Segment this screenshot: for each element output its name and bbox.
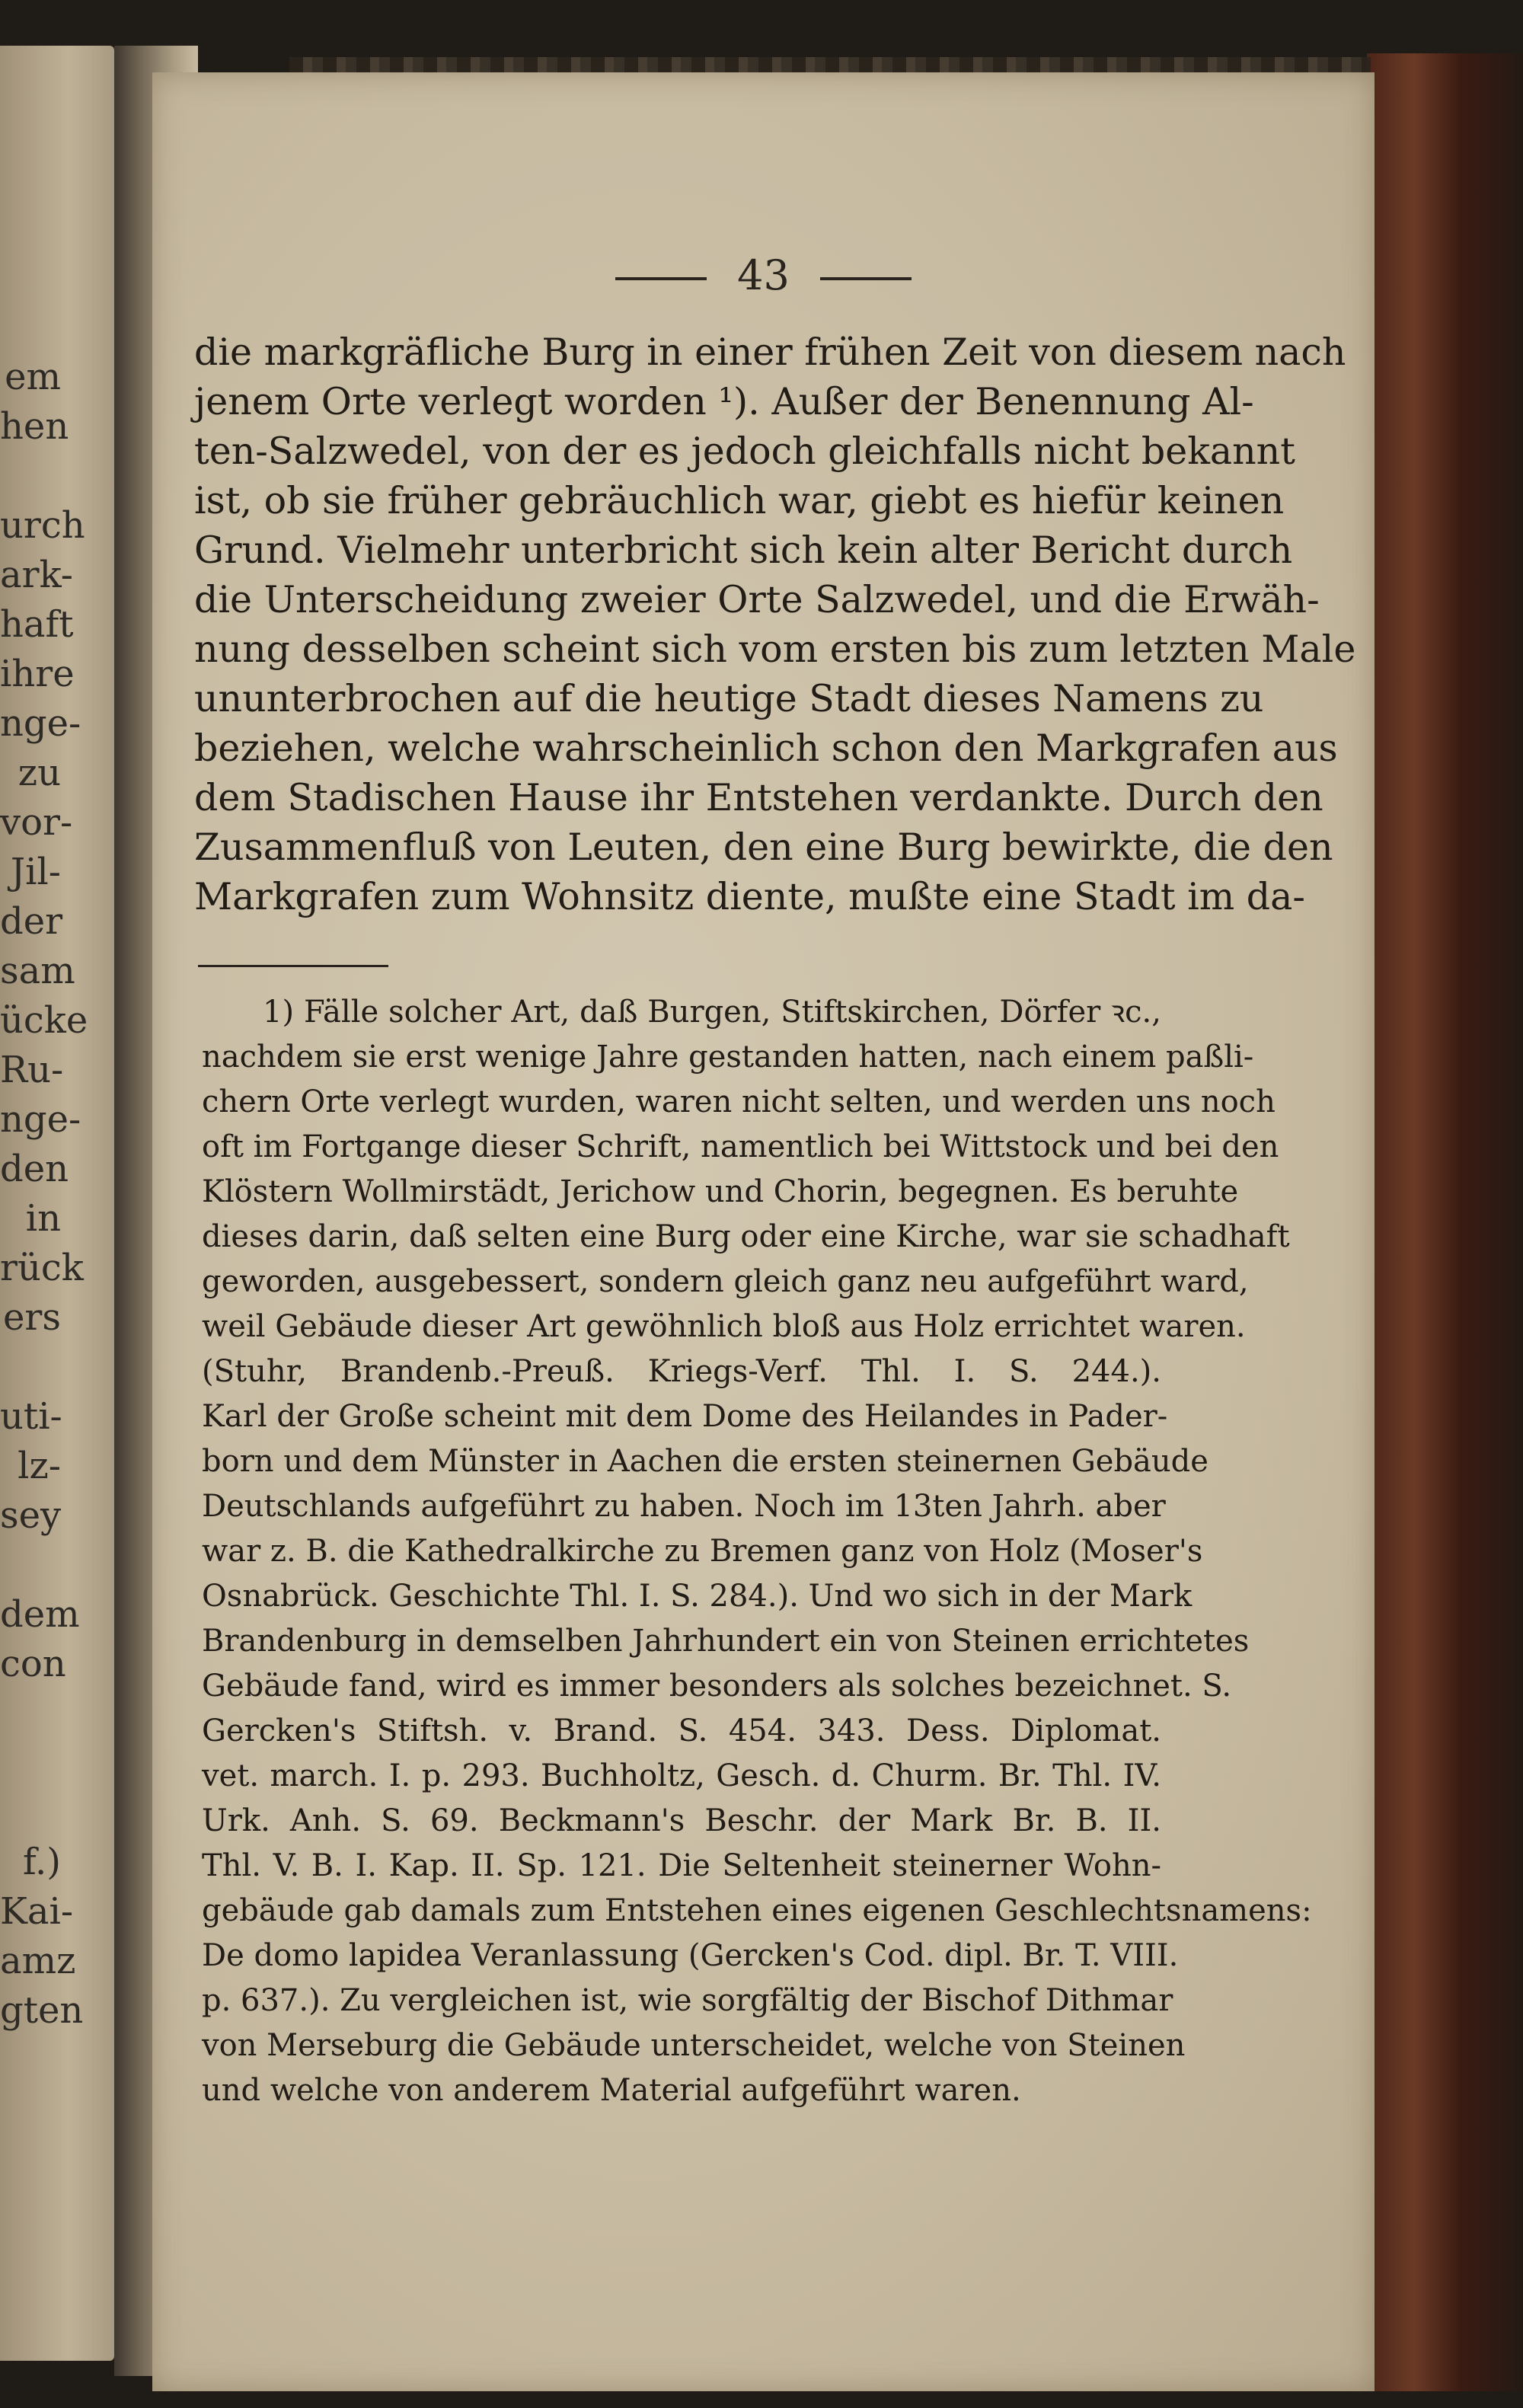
left-fragment: Jil-	[10, 851, 61, 893]
left-page-edge	[0, 46, 114, 2361]
left-fragment: sey	[0, 1494, 62, 1537]
left-fragment: vor-	[0, 801, 73, 844]
text-line: ist, ob sie früher gebräuchlich war, giebt es hiefür keinen	[194, 479, 1285, 522]
left-fragment: lz-	[18, 1445, 61, 1487]
text-line: Markgrafen zum Wohnsitz diente, mußte eine Stadt im da-	[194, 875, 1305, 918]
footnote-line: p. 637.). Zu vergleichen ist, wie sorgfältig der Bischof Dithmar	[202, 1983, 1173, 2018]
text-line: beziehen, welche wahrscheinlich schon den Markgrafen aus	[194, 727, 1338, 770]
footnote-line: geworden, ausgebessert, sondern gleich ganz neu aufgeführt ward,	[202, 1264, 1249, 1299]
footnote-line: Klöstern Wollmirstädt, Jerichow und Chorin, begegnen. Es beruhte	[202, 1174, 1239, 1209]
text-line: ununterbrochen auf die heutige Stadt dieses Namens zu	[194, 677, 1264, 720]
left-fragment: in	[25, 1197, 61, 1240]
footnote-line: und welche von anderem Material aufgeführt waren.	[202, 2073, 1021, 2108]
footnote-line: Osnabrück. Geschichte Thl. I. S. 284.). Und wo sich in der Mark	[202, 1579, 1193, 1614]
footnote-line: Karl der Große scheint mit dem Dome des Heilandes in Pader-	[202, 1399, 1168, 1434]
footnote-line: oft im Fortgange dieser Schrift, namentlich bei Wittstock und bei den	[202, 1129, 1279, 1164]
footnote-line: born und dem Münster in Aachen die ersten steinernen Gebäude	[202, 1444, 1209, 1479]
footnote-line: (Stuhr, Brandenb.-Preuß. Kriegs-Verf. Thl. I. S. 244.).	[202, 1354, 1161, 1389]
left-fragment: uti-	[0, 1395, 62, 1438]
left-fragment: nge-	[0, 702, 81, 745]
main-text	[194, 327, 1356, 921]
footnote-line: Deutschlands aufgeführt zu haben. Noch im 13ten Jahrh. aber	[202, 1489, 1166, 1524]
left-fragment: urch	[0, 504, 85, 547]
left-fragment: haft	[0, 603, 74, 646]
text-line: Zusammenfluß von Leuten, den eine Burg bewirkte, die den	[194, 826, 1333, 869]
text-line: die markgräfliche Burg in einer frühen Zeit von diesem nach	[194, 331, 1346, 374]
footnote-line: chern Orte verlegt wurden, waren nicht selten, und werden uns noch	[202, 1084, 1276, 1119]
left-fragment: gten	[0, 1989, 84, 2032]
footnote-line: Thl. V. B. I. Kap. II. Sp. 121. Die Seltenheit steinerner Wohn-	[202, 1848, 1161, 1883]
footnote-line: De domo lapidea Veranlassung (Gercken's Cod. dipl. Br. T. VIII.	[202, 1938, 1179, 1973]
footnote-line: nachdem sie erst wenige Jahre gestanden hatten, nach einem paßli-	[202, 1040, 1254, 1075]
footnote-rule	[198, 965, 388, 967]
left-fragment: Kai-	[0, 1890, 74, 1933]
footnote-line: Brandenburg in demselben Jahrhundert ein von Steinen errichtetes	[202, 1624, 1250, 1659]
footnote-line: dieses darin, daß selten eine Burg oder eine Kirche, war sie schadhaft	[202, 1219, 1290, 1254]
footnote-line: Gebäude fand, wird es immer besonders als solches bezeichnet. S.	[202, 1669, 1232, 1704]
book-cover-edge	[1367, 53, 1523, 2391]
footnote-block	[202, 990, 1312, 2113]
left-fragment: sam	[0, 950, 75, 992]
text-line: jenem Orte verlegt worden ¹). Außer der Benennung Al-	[194, 380, 1254, 423]
left-fragment: dem	[0, 1593, 80, 1636]
page-header	[152, 251, 1375, 299]
footnote-line: weil Gebäude dieser Art gewöhnlich bloß aus Holz errichtet waren.	[202, 1309, 1246, 1344]
left-fragment: zu	[18, 752, 61, 794]
text-line: nung desselben scheint sich vom ersten bis zum letzten Male	[194, 628, 1356, 671]
text-line: die Unterscheidung zweier Orte Salzwedel, und die Erwäh-	[194, 578, 1320, 621]
left-fragment: ihre	[0, 653, 75, 695]
footnote-line: 1) Fälle solcher Art, daß Burgen, Stiftskirchen, Dörfer ꝛc.,	[263, 995, 1161, 1030]
page-number: 43	[737, 251, 790, 299]
left-fragment: hen	[0, 405, 69, 448]
left-fragment: em	[5, 356, 61, 398]
left-fragment: ark-	[0, 554, 74, 596]
left-fragment: nge-	[0, 1098, 81, 1141]
left-fragment: rück	[0, 1247, 84, 1289]
left-fragment: der	[0, 900, 63, 943]
footnote-line: Urk. Anh. S. 69. Beckmann's Beschr. der Mark Br. B. II.	[202, 1803, 1161, 1838]
footnote-line: von Merseburg die Gebäude unterscheidet, welche von Steinen	[202, 2028, 1186, 2063]
left-fragment: Ru-	[0, 1049, 64, 1091]
text-line: Grund. Vielmehr unterbricht sich kein alter Bericht durch	[194, 529, 1293, 572]
left-fragment: f.)	[22, 1841, 61, 1883]
header-rule-right	[820, 277, 912, 280]
text-line: dem Stadischen Hause ihr Entstehen verdankte. Durch den	[194, 776, 1323, 819]
left-fragment: con	[0, 1643, 66, 1685]
left-fragment: ers	[3, 1296, 61, 1339]
left-fragment: ücke	[0, 999, 88, 1042]
left-fragment: den	[0, 1148, 69, 1190]
footnote-line: war z. B. die Kathedralkirche zu Bremen ganz von Holz (Moser's	[202, 1534, 1203, 1569]
footnote-line: vet. march. I. p. 293. Buchholtz, Gesch. d. Churm. Br. Thl. IV.	[202, 1758, 1161, 1793]
header-rule-left	[615, 277, 707, 280]
left-fragment: amz	[0, 1940, 76, 1982]
footnote-line: gebäude gab damals zum Entstehen eines eigenen Geschlechtsnamens:	[202, 1893, 1312, 1928]
footnote-line: Gercken's Stiftsh. v. Brand. S. 454. 343. Dess. Diplomat.	[202, 1713, 1161, 1749]
text-line: ten-Salzwedel, von der es jedoch gleichfalls nicht bekannt	[194, 430, 1295, 473]
